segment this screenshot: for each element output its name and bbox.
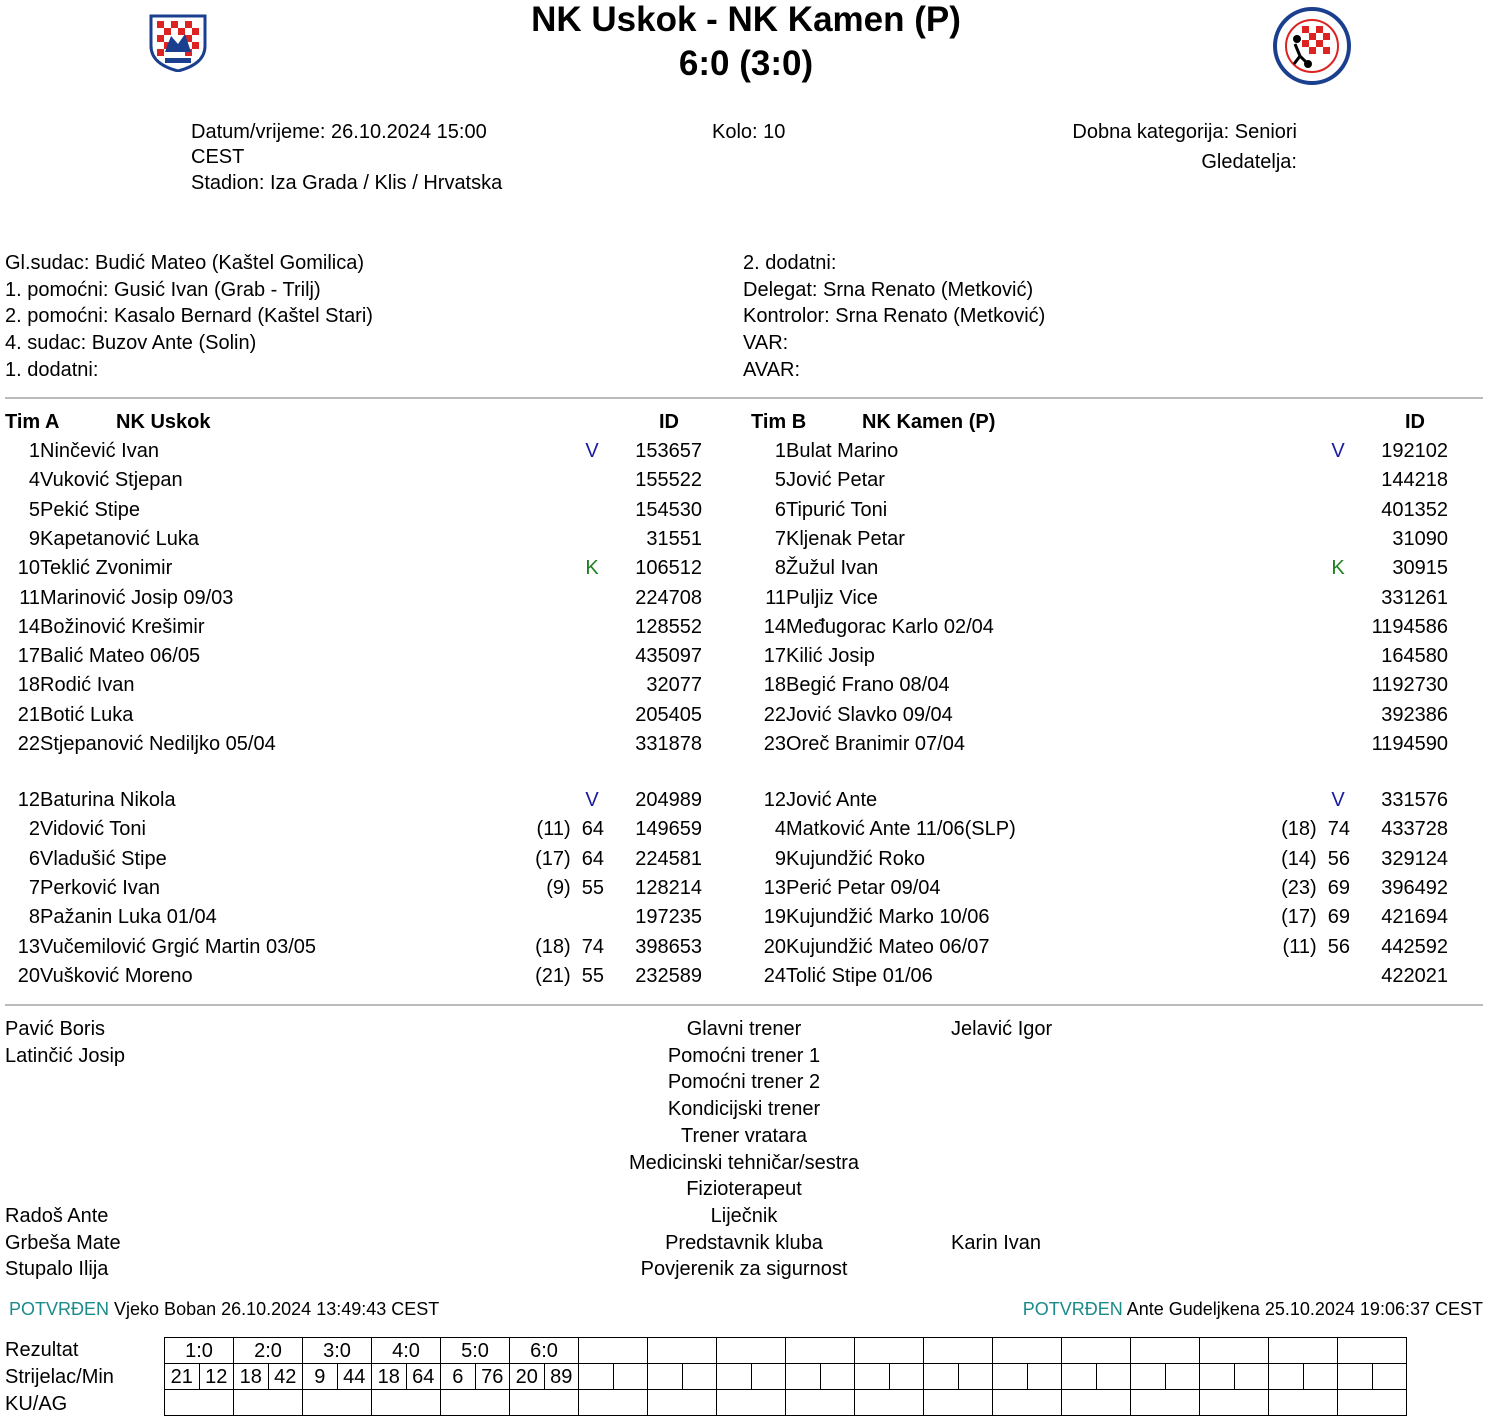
player-row [746, 642, 1476, 671]
kuag-cell [648, 1390, 717, 1416]
substitute-row [0, 845, 730, 874]
substitute-row [0, 933, 730, 962]
player-number: 11 [765, 586, 786, 609]
official-line: AVAR: [743, 359, 801, 381]
player-number: 13 [17, 935, 40, 958]
player-row [0, 671, 730, 700]
result-cell [1131, 1338, 1200, 1364]
result-cell [1338, 1338, 1407, 1364]
player-name: Žužul Ivan [786, 557, 879, 580]
result-cell [1062, 1338, 1131, 1364]
player-row [0, 496, 730, 525]
player-number: 22 [17, 733, 40, 755]
player-name: Oreč Branimir 07/04 [786, 733, 965, 755]
player-number: 11 [19, 586, 40, 609]
substitute-row [746, 903, 1476, 932]
player-row [0, 437, 730, 466]
player-number: 8 [28, 906, 40, 929]
goalkeeper-mark: V [1331, 440, 1345, 462]
info-stadium: Stadion: Iza Grada / Klis / Hrvatska [191, 172, 503, 194]
player-name: Vidović Toni [40, 818, 146, 841]
scorer-number-cell: 21 [165, 1364, 200, 1390]
player-number: 14 [17, 615, 40, 638]
player-id: 31090 [1392, 527, 1448, 550]
scorer-number-cell [855, 1364, 890, 1390]
player-number: 9 [774, 847, 786, 870]
player-row [0, 701, 730, 730]
player-name: Božinović Krešimir [40, 615, 205, 638]
player-name: Pažanin Luka 01/04 [40, 906, 217, 929]
player-row [746, 554, 1476, 583]
player-number: 6 [28, 847, 40, 870]
player-row [0, 730, 730, 759]
player-id: 164580 [1381, 645, 1448, 668]
kuag-cell [441, 1390, 510, 1416]
player-name: Kujundžić Marko 10/06 [786, 906, 990, 929]
player-id: 396492 [1381, 876, 1448, 899]
player-id: 331576 [1381, 789, 1448, 811]
player-id: 398653 [635, 935, 702, 958]
staff-team-b: Karin Ivan [951, 1231, 1042, 1254]
match-score: 6:0 (3:0) [678, 44, 814, 83]
official-line: 4. sudac: Buzov Ante (Solin) [5, 332, 257, 354]
scorer-number-cell [924, 1364, 959, 1390]
kuag-cell [1131, 1390, 1200, 1416]
result-cell [855, 1338, 924, 1364]
player-id: 392386 [1381, 703, 1448, 726]
staff-role: Liječnik [710, 1204, 778, 1227]
player-id: 204989 [635, 789, 702, 811]
player-number: 12 [763, 789, 786, 811]
substitution-info: (11) 64 [536, 818, 604, 841]
player-id: 192102 [1381, 440, 1448, 462]
player-number: 9 [28, 527, 40, 550]
captain-mark: K [1331, 557, 1345, 580]
substitution-info: (21) 55 [535, 964, 604, 987]
player-id: 153657 [635, 440, 702, 462]
player-number: 10 [17, 557, 40, 580]
player-name: Kujundžić Roko [786, 847, 925, 870]
player-name: Jović Petar [786, 469, 885, 492]
kuag-cell [1062, 1390, 1131, 1416]
scorer-minute-cell [1234, 1364, 1269, 1390]
result-cell [1200, 1338, 1269, 1364]
scorer-minute-cell: 64 [406, 1364, 441, 1390]
staff-team-a: Grbeša Mate [5, 1231, 121, 1254]
official-line: 2. pomoćni: Kasalo Bernard (Kaštel Stari) [5, 305, 373, 327]
player-name: Balić Mateo 06/05 [40, 645, 201, 668]
scorer-minute-cell [820, 1364, 855, 1390]
player-id: 32077 [646, 674, 702, 697]
player-name: Kljenak Petar [786, 527, 905, 550]
scorer-minute-cell [1027, 1364, 1062, 1390]
player-row [746, 496, 1476, 525]
player-id: 144218 [1381, 469, 1448, 492]
scorer-number-cell [1338, 1364, 1373, 1390]
confirmation-text: Ante Gudeljkena 25.10.2024 19:06:37 CEST [1126, 1299, 1483, 1319]
player-name: Baturina Nikola [40, 789, 176, 811]
kuag-cell [1338, 1390, 1407, 1416]
result-cell: 3:0 [303, 1338, 372, 1364]
player-row [746, 701, 1476, 730]
scorer-minute-cell: 76 [475, 1364, 510, 1390]
player-row [0, 554, 730, 583]
team-a-id-header: ID [659, 411, 679, 433]
player-number: 4 [774, 818, 786, 841]
substitute-row [0, 786, 730, 815]
player-number: 7 [28, 876, 40, 899]
player-number: 20 [17, 964, 40, 987]
player-number: 13 [763, 876, 786, 899]
substitute-row [746, 874, 1476, 903]
staff-team-b: Jelavić Igor [951, 1018, 1053, 1040]
goalkeeper-mark: V [585, 440, 599, 462]
team-b-name: NK Kamen (P) [862, 411, 996, 433]
official-line: Kontrolor: Srna Renato (Metković) [743, 305, 1046, 327]
player-row [746, 437, 1476, 466]
player-number: 17 [763, 645, 786, 668]
player-number: 7 [774, 527, 786, 550]
player-id: 30915 [1392, 557, 1448, 580]
substitute-row [746, 962, 1476, 991]
player-id: 433728 [1381, 818, 1448, 841]
kuag-cell [786, 1390, 855, 1416]
kuag-cell [1200, 1390, 1269, 1416]
scorer-minute-cell [958, 1364, 993, 1390]
confirmation-status: POTVRĐEN [1022, 1299, 1123, 1319]
player-row [0, 613, 730, 642]
substitute-row [0, 962, 730, 991]
substitute-row [746, 845, 1476, 874]
scoresheet-label-scorer: Strijelac/Min [5, 1366, 114, 1388]
player-name: Tipurić Toni [786, 498, 888, 521]
official-line: VAR: [743, 332, 789, 354]
scorer-minute-cell: 42 [268, 1364, 303, 1390]
player-name: Ninčević Ivan [40, 440, 159, 462]
captain-mark: K [585, 557, 599, 580]
confirmation-right [1023, 1299, 1483, 1320]
result-cell [993, 1338, 1062, 1364]
kuag-cell [165, 1390, 234, 1416]
official-line: Delegat: Srna Renato (Metković) [743, 279, 1034, 301]
staff-role: Pomoćni trener 1 [667, 1044, 821, 1067]
result-cell: 4:0 [372, 1338, 441, 1364]
scorer-number-cell: 20 [510, 1364, 545, 1390]
official-line: 2. dodatni: [743, 252, 837, 274]
substitute-row [746, 933, 1476, 962]
player-id: 401352 [1381, 498, 1448, 521]
substitute-row [746, 786, 1476, 815]
scorer-minute-cell [613, 1364, 648, 1390]
player-id: 155522 [635, 469, 702, 492]
player-id: 232589 [635, 964, 702, 987]
player-name: Tolić Stipe 01/06 [786, 964, 933, 987]
scoresheet-label-kuag: KU/AG [5, 1393, 68, 1415]
player-name: Rodić Ivan [40, 674, 135, 697]
player-id: 205405 [635, 703, 702, 726]
player-row [0, 642, 730, 671]
substitution-info: (14) 56 [1281, 847, 1350, 870]
result-cell [648, 1338, 717, 1364]
substitution-info: (17) 64 [535, 847, 604, 870]
divider [5, 397, 1483, 399]
scorer-minute-cell [889, 1364, 924, 1390]
player-name: Marinović Josip 09/03 [40, 586, 234, 609]
player-id: 31551 [646, 527, 702, 550]
result-cell [1269, 1338, 1338, 1364]
substitute-row [746, 815, 1476, 844]
player-name: Kujundžić Mateo 06/07 [786, 935, 990, 958]
scorer-minute-cell [751, 1364, 786, 1390]
player-name: Kilić Josip [786, 645, 875, 668]
player-number: 1 [774, 440, 786, 462]
player-row [0, 584, 730, 613]
kuag-cell [924, 1390, 993, 1416]
scorer-number-cell: 18 [372, 1364, 407, 1390]
player-name: Vučemilović Grgić Martin 03/05 [40, 935, 317, 958]
player-id: 154530 [635, 498, 702, 521]
player-name: Botić Luka [40, 703, 134, 726]
team-b-label: Tim B [751, 411, 807, 433]
staff-role: Predstavnik kluba [665, 1231, 823, 1254]
player-id: 149659 [635, 818, 702, 841]
goalkeeper-mark: V [1331, 789, 1345, 811]
staff-role: Trener vratara [681, 1124, 807, 1147]
player-id: 421694 [1381, 906, 1448, 929]
player-id: 1194586 [1371, 615, 1448, 638]
player-name: Jović Slavko 09/04 [786, 703, 953, 726]
player-number: 17 [17, 645, 40, 668]
player-id: 1192730 [1371, 674, 1448, 697]
player-id: 331261 [1381, 586, 1448, 609]
scorer-minute-cell [1372, 1364, 1407, 1390]
player-number: 2 [28, 818, 40, 841]
substitution-info: (18) 74 [535, 935, 604, 958]
scorer-number-cell: 6 [441, 1364, 476, 1390]
confirmation-status: POTVRĐEN [9, 1299, 110, 1319]
player-id: 422021 [1381, 964, 1448, 987]
scorer-minute-cell [1096, 1364, 1131, 1390]
scorer-minute-cell [1303, 1364, 1338, 1390]
scorer-number-cell [579, 1364, 614, 1390]
player-number: 18 [17, 674, 40, 697]
substitution-info: (17) 69 [1281, 906, 1350, 929]
result-cell [924, 1338, 993, 1364]
info-round: Kolo: 10 [712, 121, 786, 143]
official-line: Gl.sudac: Budić Mateo (Kaštel Gomilica) [5, 252, 365, 274]
player-number: 18 [763, 674, 786, 697]
staff-team-a: Radoš Ante [5, 1204, 109, 1227]
player-row [0, 525, 730, 554]
player-name: Teklić Zvonimir [40, 557, 173, 580]
player-number: 8 [774, 557, 786, 580]
scorer-number-cell: 18 [234, 1364, 269, 1390]
scoresheet-label-result: Rezultat [5, 1339, 79, 1361]
player-row [746, 613, 1476, 642]
player-id: 106512 [635, 557, 702, 580]
kuag-cell [855, 1390, 924, 1416]
info-timezone: CEST [191, 146, 245, 168]
player-name: Bulat Marino [786, 440, 899, 462]
player-name: Stjepanović Nediljko 05/04 [40, 733, 276, 755]
confirmation-text: Vjeko Boban 26.10.2024 13:49:43 CEST [114, 1299, 440, 1319]
player-name: Vušković Moreno [40, 964, 193, 987]
scorer-number-cell [1200, 1364, 1235, 1390]
substitution-info: (23) 69 [1281, 876, 1350, 899]
kuag-cell [717, 1390, 786, 1416]
match-title: NK Uskok - NK Kamen (P) [531, 0, 961, 39]
player-number: 6 [774, 498, 786, 521]
player-number: 4 [28, 469, 40, 492]
team-b-logo [1272, 6, 1352, 86]
player-name: Jović Ante [786, 789, 878, 811]
player-name: Begić Frano 08/04 [786, 674, 950, 697]
player-id: 224708 [635, 586, 702, 609]
player-name: Perković Ivan [40, 876, 161, 899]
substitute-row [0, 874, 730, 903]
player-id: 329124 [1381, 847, 1448, 870]
player-number: 19 [763, 906, 786, 929]
result-cell [786, 1338, 855, 1364]
info-category: Dobna kategorija: Seniori [1072, 121, 1297, 143]
substitute-row [0, 903, 730, 932]
scorer-minute-cell [682, 1364, 717, 1390]
info-spectators: Gledatelja: [1201, 151, 1297, 173]
player-row [746, 584, 1476, 613]
player-id: 331878 [635, 733, 702, 755]
result-cell: 2:0 [234, 1338, 303, 1364]
player-number: 20 [763, 935, 786, 958]
staff-team-a: Pavić Boris [5, 1018, 106, 1040]
substitute-row [0, 815, 730, 844]
kuag-cell [993, 1390, 1062, 1416]
scorer-number-cell [993, 1364, 1028, 1390]
player-id: 224581 [635, 847, 702, 870]
kuag-cell [1269, 1390, 1338, 1416]
staff-role: Glavni trener [686, 1018, 802, 1040]
scorer-minute-cell [1165, 1364, 1200, 1390]
player-name: Vladušić Stipe [40, 847, 167, 870]
player-name: Kapetanović Luka [40, 527, 200, 550]
team-a-name: NK Uskok [116, 411, 211, 433]
result-cell: 5:0 [441, 1338, 510, 1364]
substitution-info: (9) 55 [546, 876, 604, 899]
player-name: Perić Petar 09/04 [786, 876, 941, 899]
scorer-number-cell [1269, 1364, 1304, 1390]
player-number: 22 [763, 703, 786, 726]
player-id: 197235 [635, 906, 702, 929]
player-id: 442592 [1381, 935, 1448, 958]
player-id: 1194590 [1371, 733, 1448, 755]
scorer-minute-cell: 44 [337, 1364, 372, 1390]
staff-role: Medicinski tehničar/sestra [628, 1151, 860, 1174]
player-name: Pekić Stipe [40, 498, 141, 521]
result-cell: 6:0 [510, 1338, 579, 1364]
player-id: 128214 [635, 876, 702, 899]
scorer-number-cell [717, 1364, 752, 1390]
player-row [0, 466, 730, 495]
result-cell [717, 1338, 786, 1364]
player-number: 14 [763, 615, 786, 638]
official-line: 1. dodatni: [5, 359, 99, 381]
player-number: 5 [774, 469, 786, 492]
confirmation-left [9, 1299, 439, 1320]
staff-role: Pomoćni trener 2 [667, 1071, 821, 1094]
scoresheet-table [164, 1337, 1407, 1416]
scoresheet-result-row [165, 1338, 1407, 1364]
scorer-number-cell: 9 [303, 1364, 338, 1390]
official-line: 1. pomoćni: Gusić Ivan (Grab - Trilj) [5, 279, 321, 301]
player-number: 5 [28, 498, 40, 521]
player-number: 1 [28, 440, 40, 462]
scorer-minute-cell: 89 [544, 1364, 579, 1390]
player-name: Vuković Stjepan [40, 469, 183, 492]
goalkeeper-mark: V [585, 789, 599, 811]
staff-team-a: Stupalo Ilija [5, 1258, 109, 1281]
player-number: 12 [17, 789, 40, 811]
kuag-cell [234, 1390, 303, 1416]
result-cell: 1:0 [165, 1338, 234, 1364]
staff-role: Fizioterapeut [686, 1178, 802, 1201]
team-a-label: Tim A [5, 411, 60, 433]
kuag-cell [303, 1390, 372, 1416]
staff-team-a: Latinčić Josip [5, 1044, 126, 1067]
team-b-id-header: ID [1405, 411, 1425, 433]
staff-role: Povjerenik za sigurnost [640, 1258, 848, 1281]
player-name: Međugorac Karlo 02/04 [786, 615, 994, 638]
substitution-info: (11) 56 [1282, 935, 1350, 958]
staff-role: Kondicijski trener [667, 1098, 821, 1121]
player-id: 435097 [635, 645, 702, 668]
kuag-cell [372, 1390, 441, 1416]
scorer-minute-cell: 12 [199, 1364, 234, 1390]
scorer-number-cell [1131, 1364, 1166, 1390]
player-id: 128552 [635, 615, 702, 638]
result-cell [579, 1338, 648, 1364]
kuag-cell [579, 1390, 648, 1416]
kuag-cell [510, 1390, 579, 1416]
player-number: 23 [763, 733, 786, 755]
substitution-info: (18) 74 [1281, 818, 1350, 841]
player-row [746, 730, 1476, 759]
player-name: Puljiz Vice [786, 586, 878, 609]
player-name: Matković Ante 11/06(SLP) [786, 818, 1016, 841]
player-row [746, 466, 1476, 495]
scoresheet-kuag-row [165, 1390, 1407, 1416]
player-number: 24 [763, 964, 786, 987]
player-row [746, 671, 1476, 700]
scorer-number-cell [1062, 1364, 1097, 1390]
player-number: 21 [17, 703, 40, 726]
scorer-number-cell [786, 1364, 821, 1390]
player-row [746, 525, 1476, 554]
divider [5, 1004, 1483, 1006]
scoresheet-scorer-row [165, 1364, 1407, 1390]
info-date: Datum/vrijeme: 26.10.2024 15:00 [191, 121, 487, 143]
scorer-number-cell [648, 1364, 683, 1390]
